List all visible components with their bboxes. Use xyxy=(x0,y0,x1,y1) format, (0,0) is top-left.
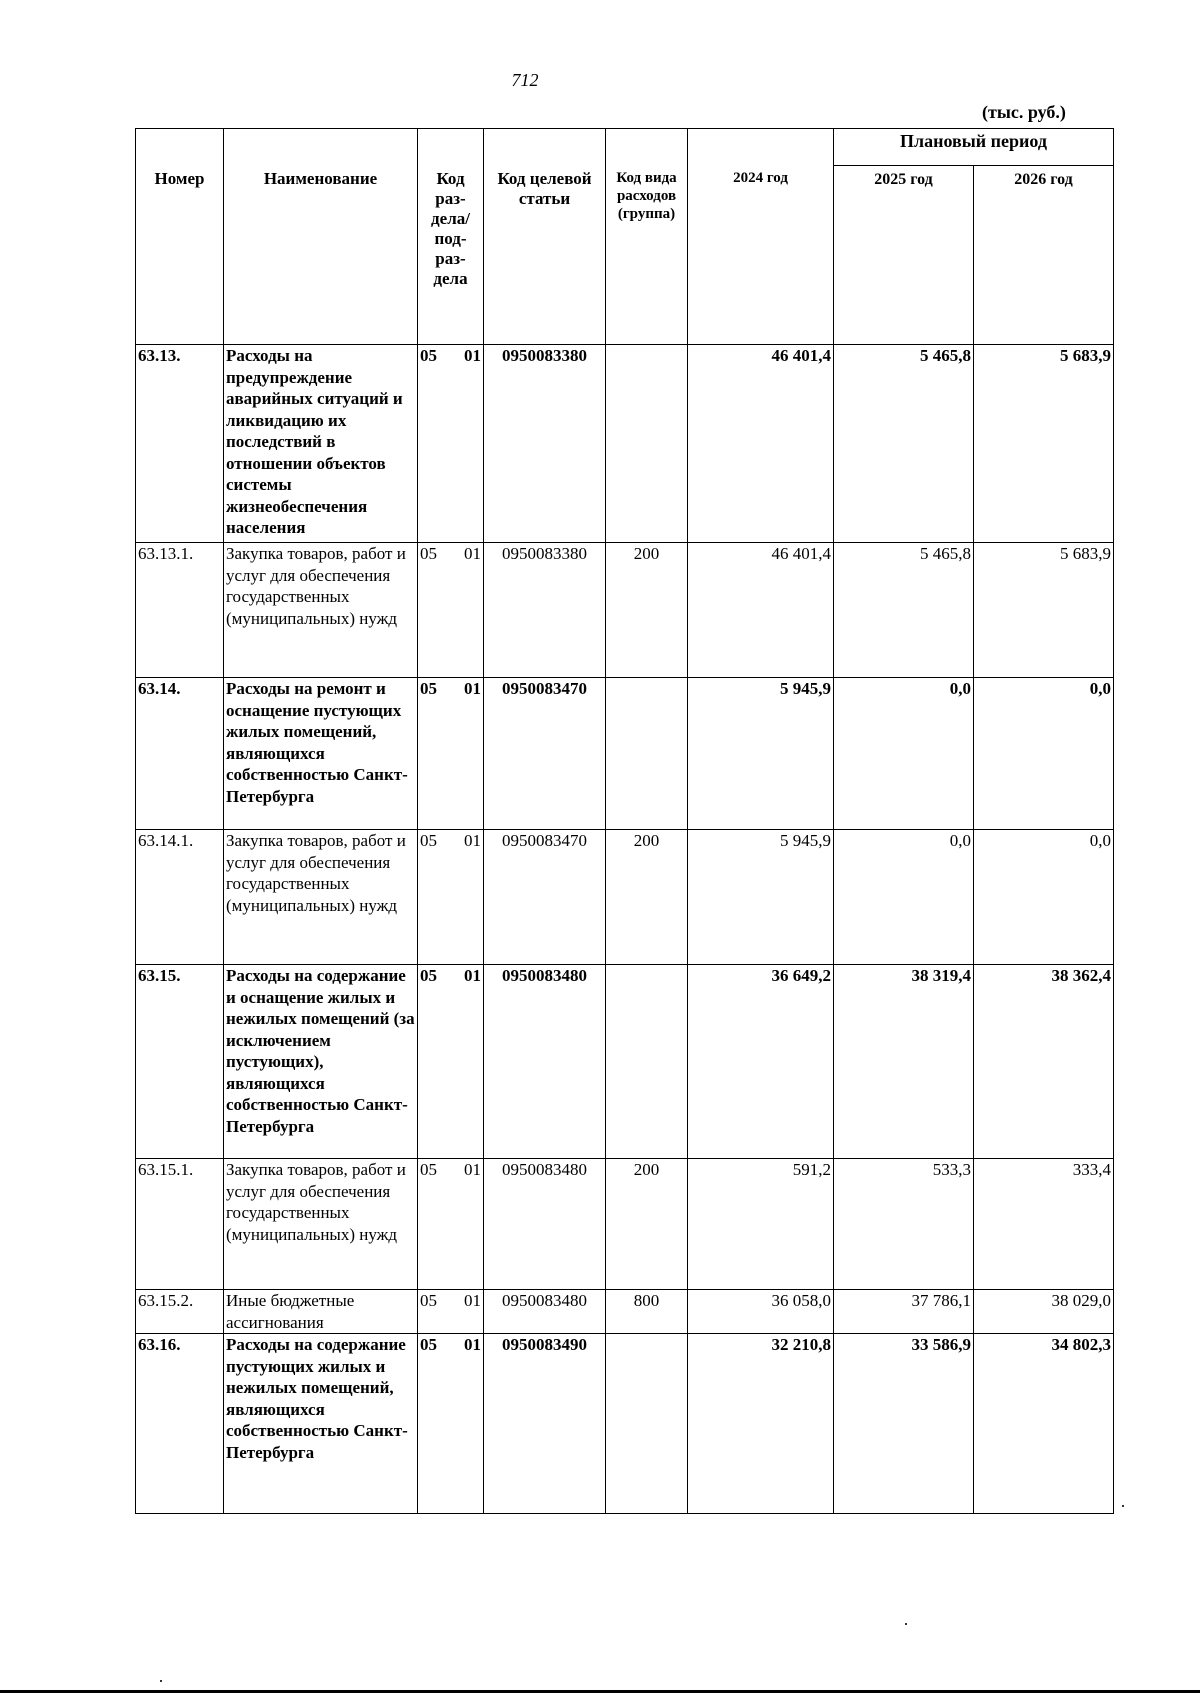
row-2025: 33 586,9 xyxy=(834,1334,974,1514)
scan-speck xyxy=(905,1623,907,1625)
section-code: 05 xyxy=(420,966,437,985)
row-2025: 0,0 xyxy=(834,678,974,830)
row-name: Закупка товаров, работ и услуг для обеспечения государственных (муниципальных) нужд xyxy=(224,1159,418,1290)
table-row xyxy=(136,543,1114,678)
section-code: 05 xyxy=(420,831,437,850)
row-target-code: 0950083380 xyxy=(484,345,606,543)
row-2026: 5 683,9 xyxy=(974,543,1114,678)
row-section-code xyxy=(418,543,484,678)
row-target-code: 0950083480 xyxy=(484,965,606,1159)
row-expense-type xyxy=(606,678,688,830)
header-target-code: Код целевой статьи xyxy=(484,129,606,345)
row-2026: 34 802,3 xyxy=(974,1334,1114,1514)
row-2024: 32 210,8 xyxy=(688,1334,834,1514)
row-2024: 36 649,2 xyxy=(688,965,834,1159)
row-2024: 46 401,4 xyxy=(688,543,834,678)
section-code: 05 xyxy=(420,1335,437,1354)
scan-speck xyxy=(1122,1505,1124,1507)
section-code-pair xyxy=(420,678,481,700)
scan-speck xyxy=(160,1680,162,1682)
row-section-code xyxy=(418,965,484,1159)
row-target-code: 0950083380 xyxy=(484,543,606,678)
subsection-code: 01 xyxy=(464,1160,481,1179)
table-row xyxy=(136,830,1114,965)
subsection-code: 01 xyxy=(464,1291,481,1310)
row-target-code: 0950083480 xyxy=(484,1159,606,1290)
row-expense-type: 200 xyxy=(606,543,688,678)
row-number: 63.16. xyxy=(136,1334,224,1514)
row-name: Расходы на содержание пустующих жилых и нежилых помещений, являющихся собственностью Санкт-Петербурга xyxy=(224,1334,418,1514)
row-2025: 533,3 xyxy=(834,1159,974,1290)
section-code: 05 xyxy=(420,544,437,563)
row-2025: 37 786,1 xyxy=(834,1290,974,1334)
table-row xyxy=(136,965,1114,1159)
row-number: 63.13. xyxy=(136,345,224,543)
section-code: 05 xyxy=(420,1291,437,1310)
header-year-2026: 2026 год xyxy=(974,166,1114,345)
subsection-code: 01 xyxy=(464,679,481,698)
row-number: 63.14. xyxy=(136,678,224,830)
header-planned-period: Плановый период xyxy=(834,129,1114,166)
header-name: Наименование xyxy=(224,129,418,345)
row-expense-type xyxy=(606,345,688,543)
row-2025: 0,0 xyxy=(834,830,974,965)
section-code: 05 xyxy=(420,346,437,365)
row-number: 63.15.1. xyxy=(136,1159,224,1290)
row-name: Закупка товаров, работ и услуг для обеспечения государственных (муниципальных) нужд xyxy=(224,830,418,965)
row-expense-type xyxy=(606,965,688,1159)
section-code-pair xyxy=(420,1334,481,1356)
row-expense-type: 200 xyxy=(606,1159,688,1290)
subsection-code: 01 xyxy=(464,1335,481,1354)
row-2024: 46 401,4 xyxy=(688,345,834,543)
row-name: Расходы на содержание и оснащение жилых и нежилых помещений (за исключением пустующих), являющихся собственностью Санкт-Петербурга xyxy=(224,965,418,1159)
table-body xyxy=(136,345,1114,1514)
section-code-pair xyxy=(420,345,481,367)
units-label: (тыс. руб.) xyxy=(982,102,1066,122)
row-section-code xyxy=(418,345,484,543)
row-name: Иные бюджетные ассигнования xyxy=(224,1290,418,1334)
row-2026: 5 683,9 xyxy=(974,345,1114,543)
row-2024: 5 945,9 xyxy=(688,830,834,965)
row-2024: 591,2 xyxy=(688,1159,834,1290)
table-row xyxy=(136,345,1114,543)
row-section-code xyxy=(418,1159,484,1290)
header-section-code: Код раз- дела/ под- раз- дела xyxy=(418,129,484,345)
header-row xyxy=(136,129,1114,166)
subsection-code: 01 xyxy=(464,831,481,850)
section-code-pair xyxy=(420,965,481,987)
page-number: 712 xyxy=(511,70,539,90)
row-section-code xyxy=(418,678,484,830)
subsection-code: 01 xyxy=(464,544,481,563)
row-expense-type: 200 xyxy=(606,830,688,965)
row-name: Расходы на ремонт и оснащение пустующих жилых помещений, являющихся собственностью Санкт-Петербурга xyxy=(224,678,418,830)
table-row xyxy=(136,1159,1114,1290)
section-code: 05 xyxy=(420,1160,437,1179)
section-code-pair xyxy=(420,1290,481,1312)
table-row xyxy=(136,678,1114,830)
row-number: 63.14.1. xyxy=(136,830,224,965)
section-code: 05 xyxy=(420,679,437,698)
section-code-pair xyxy=(420,1159,481,1181)
row-section-code xyxy=(418,1334,484,1514)
row-name: Расходы на предупреждение аварийных ситуаций и ликвидацию их последствий в отношении объектов системы жизнеобеспечения населения xyxy=(224,345,418,543)
header-year-2025: 2025 год xyxy=(834,166,974,345)
row-target-code: 0950083470 xyxy=(484,830,606,965)
row-name: Закупка товаров, работ и услуг для обеспечения государственных (муниципальных) нужд xyxy=(224,543,418,678)
row-expense-type xyxy=(606,1334,688,1514)
row-section-code xyxy=(418,1290,484,1334)
row-2024: 36 058,0 xyxy=(688,1290,834,1334)
row-2025: 5 465,8 xyxy=(834,543,974,678)
row-target-code: 0950083470 xyxy=(484,678,606,830)
row-section-code xyxy=(418,830,484,965)
header-expense-type: Код вида расходов (группа) xyxy=(606,129,688,345)
row-expense-type: 800 xyxy=(606,1290,688,1334)
subsection-code: 01 xyxy=(464,966,481,985)
row-number: 63.15. xyxy=(136,965,224,1159)
row-target-code: 0950083480 xyxy=(484,1290,606,1334)
row-2026: 38 362,4 xyxy=(974,965,1114,1159)
row-2026: 0,0 xyxy=(974,830,1114,965)
row-2024: 5 945,9 xyxy=(688,678,834,830)
row-2026: 38 029,0 xyxy=(974,1290,1114,1334)
row-number: 63.15.2. xyxy=(136,1290,224,1334)
row-2025: 38 319,4 xyxy=(834,965,974,1159)
row-2025: 5 465,8 xyxy=(834,345,974,543)
section-code-pair xyxy=(420,830,481,852)
budget-table xyxy=(135,128,1114,1514)
subsection-code: 01 xyxy=(464,346,481,365)
table-row xyxy=(136,1334,1114,1514)
header-number: Номер xyxy=(136,129,224,345)
table-row xyxy=(136,1290,1114,1334)
row-number: 63.13.1. xyxy=(136,543,224,678)
row-target-code: 0950083490 xyxy=(484,1334,606,1514)
section-code-pair xyxy=(420,543,481,565)
row-2026: 0,0 xyxy=(974,678,1114,830)
header-year-2024: 2024 год xyxy=(688,129,834,345)
row-2026: 333,4 xyxy=(974,1159,1114,1290)
